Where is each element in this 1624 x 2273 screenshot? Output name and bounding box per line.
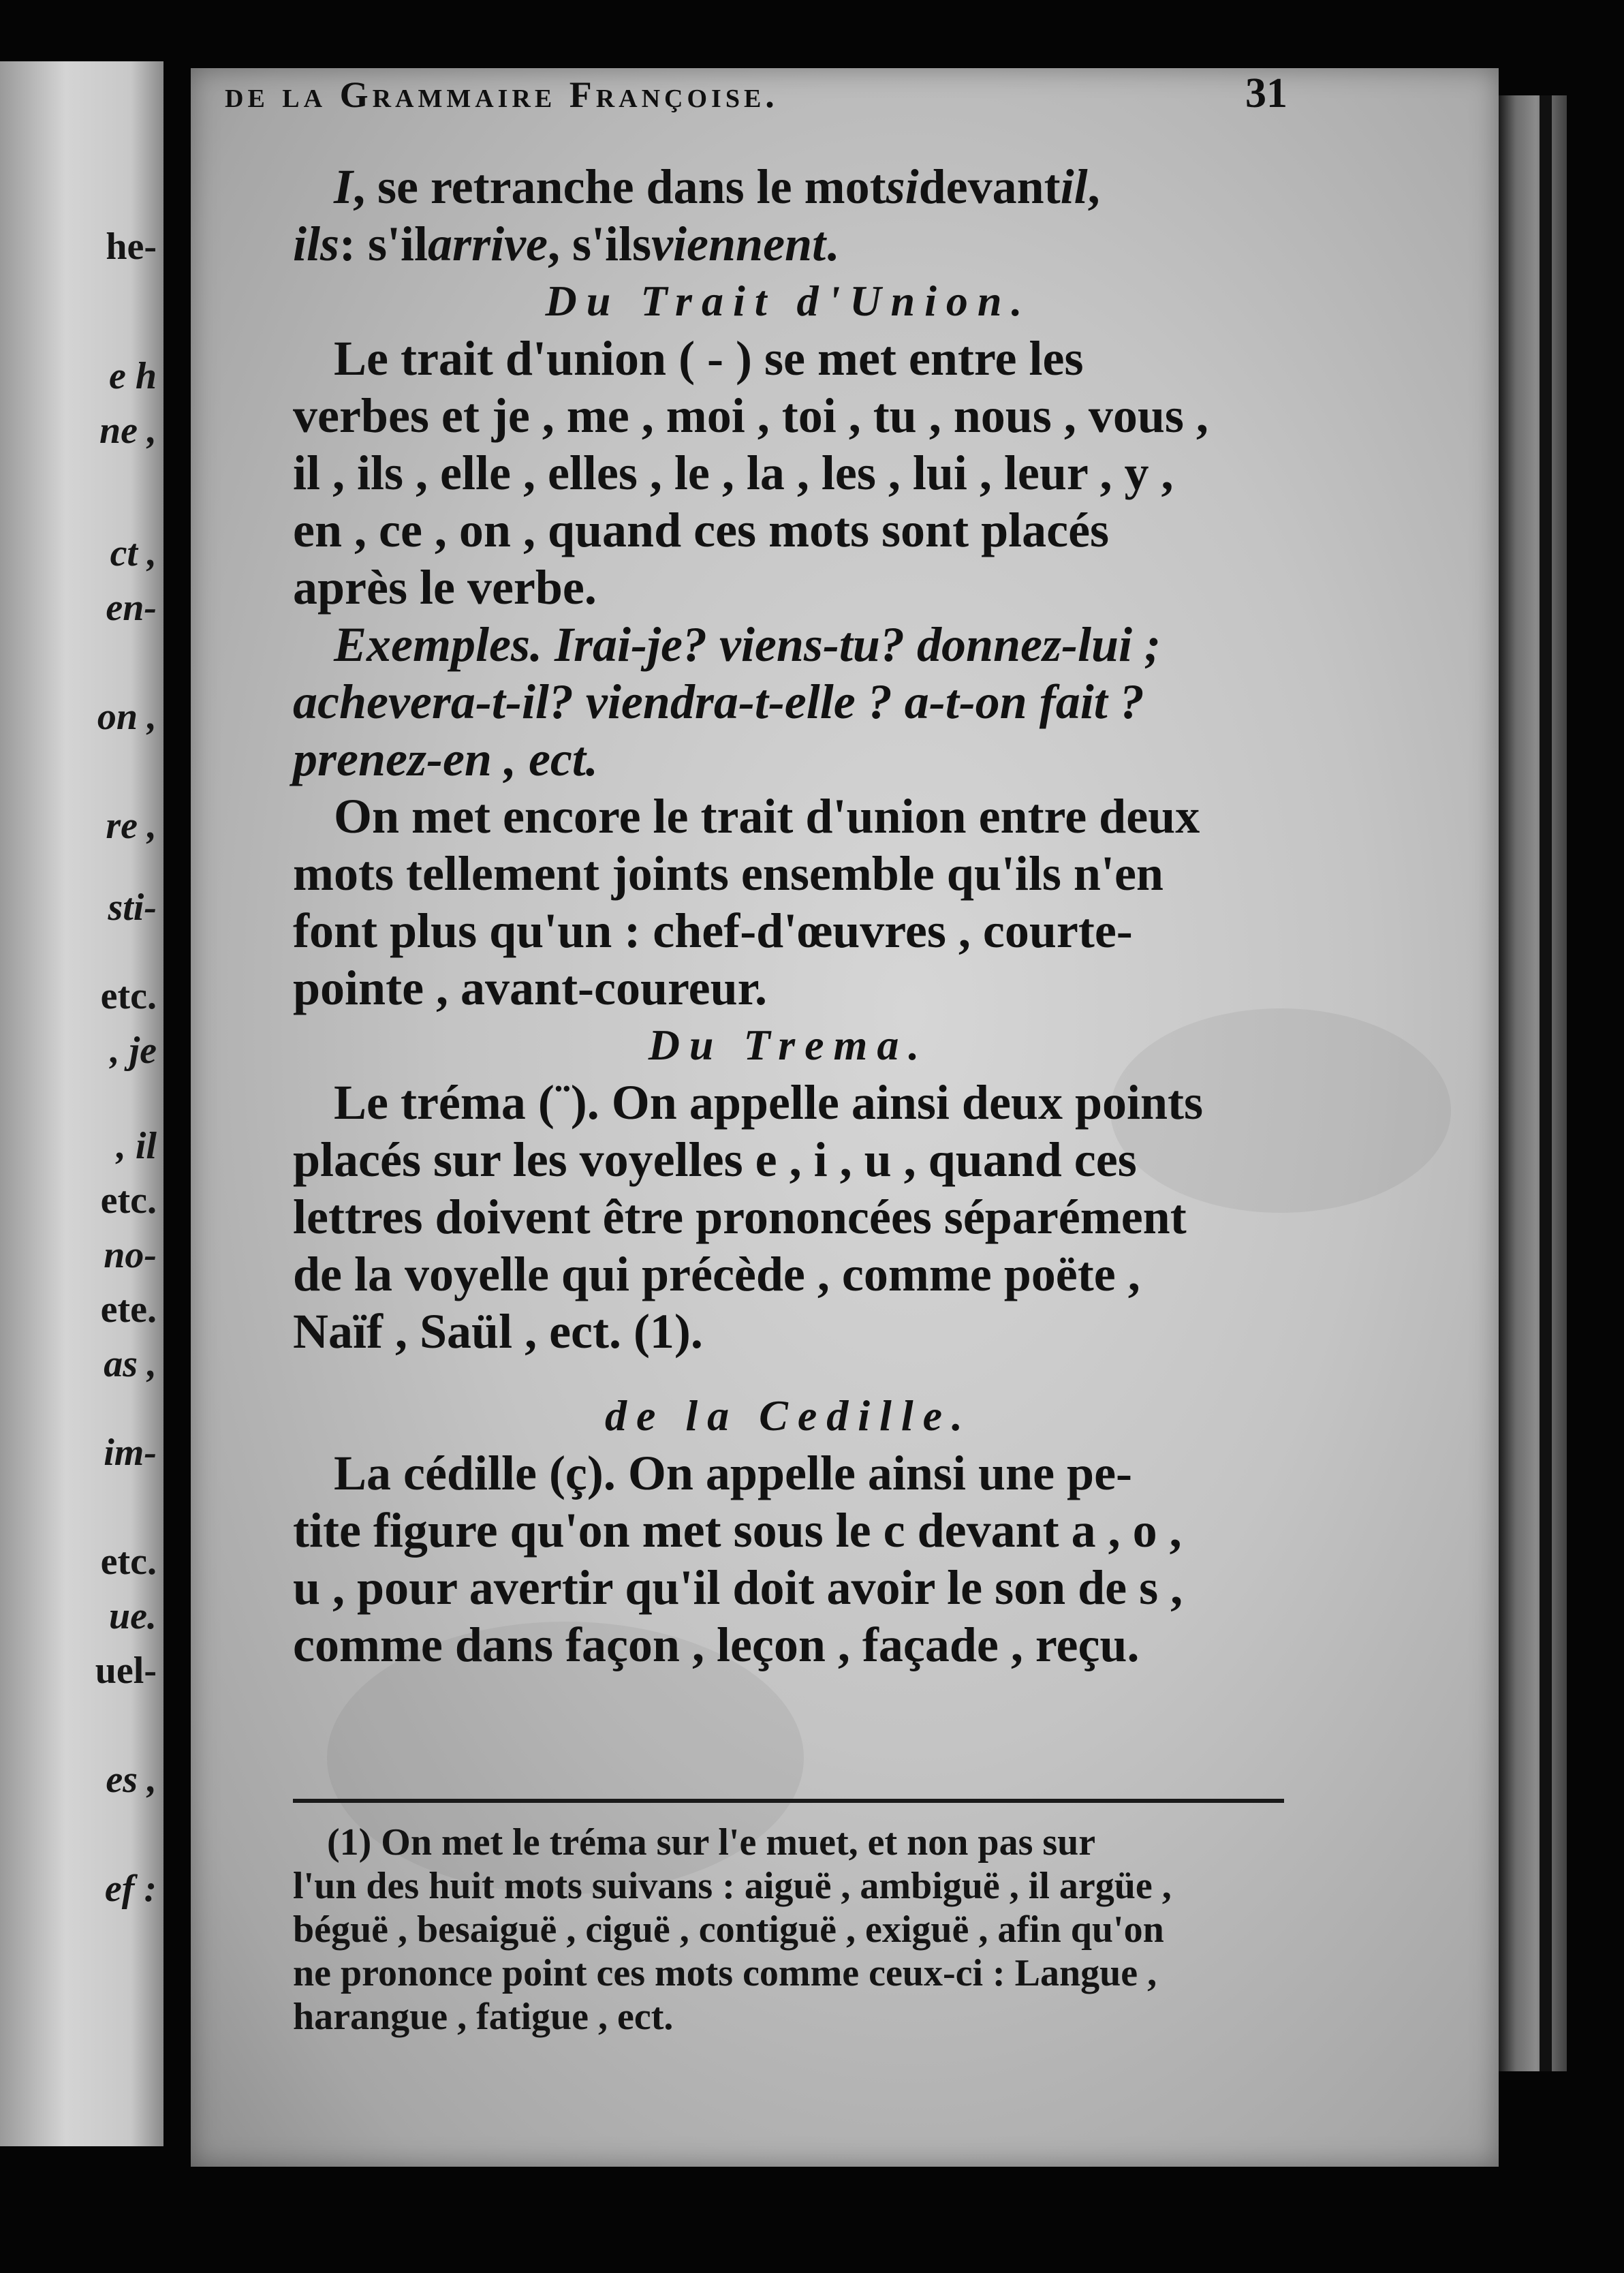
text-line: lettres doivent être prononcées séparément bbox=[293, 1190, 1187, 1244]
section-heading-trema: Du Trema. bbox=[648, 1021, 929, 1069]
text-line: u , pour avertir qu'il doit avoir le son de s , bbox=[293, 1560, 1183, 1615]
running-head bbox=[225, 69, 1287, 138]
text-line: Le trait d'union ( - ) se met entre les bbox=[334, 331, 1084, 386]
text-line: après le verbe. bbox=[293, 560, 597, 615]
left-page-fragment: ue. bbox=[109, 1595, 157, 1637]
left-page-fragment: es , bbox=[106, 1759, 157, 1801]
left-page-fragment: im- bbox=[104, 1432, 157, 1474]
example-line: prenez-en , ect. bbox=[293, 732, 598, 786]
text-line: mots tellement joints ensemble qu'ils n'en bbox=[293, 846, 1164, 901]
left-page-fragment: etc. bbox=[100, 975, 157, 1017]
left-page-fragment: ct , bbox=[110, 532, 157, 574]
left-page-fragment: etc. bbox=[100, 1541, 157, 1583]
text-line: comme dans façon , leçon , façade , reçu. bbox=[293, 1618, 1140, 1672]
text-line: tite figure qu'on met sous le c devant a , o , bbox=[293, 1503, 1182, 1558]
text-line: de la voyelle qui précède , comme poëte , bbox=[293, 1247, 1140, 1301]
left-page-margin bbox=[0, 61, 163, 2146]
footnote-line: harangue , fatigue , ect. bbox=[293, 1996, 674, 2038]
left-page-fragment: en- bbox=[106, 587, 157, 629]
left-page-fragment: ete. bbox=[100, 1288, 157, 1331]
left-page-fragment: on , bbox=[97, 696, 157, 738]
text-line: il , ils , elle , elles , le , la , les , lui , leur , y , bbox=[293, 446, 1174, 500]
footnote-line: l'un des huit mots suivans : aiguë , ambiguë , il argüe , bbox=[293, 1865, 1172, 1907]
running-head-title: de la Grammaire Françoise. bbox=[225, 74, 779, 115]
text-line: La cédille (ç). On appelle ainsi une pe- bbox=[334, 1446, 1133, 1500]
section-heading-cedille: de la Cedille. bbox=[604, 1391, 973, 1440]
left-page-fragment: re , bbox=[106, 805, 157, 847]
footnote-line: ne prononce point ces mots comme ceux-ci : Langue , bbox=[293, 1952, 1157, 1994]
left-page-fragment: , je bbox=[110, 1030, 157, 1072]
section-heading-trait-union: Du Trait d'Union. bbox=[545, 277, 1032, 325]
footnote-rule bbox=[293, 1799, 1284, 1803]
footnote bbox=[293, 1821, 1284, 2039]
text-line: ils: s'ilarrive, s'ilsviennent. bbox=[293, 217, 839, 271]
left-page-fragment: e h bbox=[109, 355, 157, 397]
left-page-fragment: ne , bbox=[99, 409, 157, 452]
example-line: Exemples. Irai-je? viens-tu? donnez-lui ; bbox=[334, 617, 1161, 672]
footnote-line: (1) On met le tréma sur l'e muet, et non pas sur bbox=[327, 1821, 1096, 1864]
left-page-fragment: as , bbox=[104, 1343, 157, 1385]
footnote-line: béguë , besaiguë , ciguë , contiguë , exiguë , afin qu'on bbox=[293, 1908, 1164, 1951]
text-line: font plus qu'un : chef-d'œuvres , courte- bbox=[293, 903, 1133, 958]
left-page-fragment: uel- bbox=[95, 1650, 157, 1692]
book-binding-edge bbox=[1499, 95, 1567, 2071]
left-page-fragment: no- bbox=[104, 1234, 157, 1276]
text-line: On met encore le trait d'union entre deux bbox=[334, 789, 1200, 844]
left-page-fragment: sti- bbox=[108, 886, 157, 929]
text-line: en , ce , on , quand ces mots sont placés bbox=[293, 503, 1110, 557]
text-line: Naïf , Saül , ect. (1). bbox=[293, 1304, 703, 1359]
left-page-fragment: ef : bbox=[104, 1868, 157, 1910]
page-text bbox=[293, 158, 1284, 1673]
text-line: pointe , avant-coureur. bbox=[293, 961, 768, 1015]
page-number: 31 bbox=[1245, 70, 1287, 117]
left-page-fragment: , il bbox=[116, 1125, 157, 1167]
text-line: I, se retranche dans le motsidevantil, bbox=[334, 159, 1100, 214]
text-line: Le tréma (¨). On appelle ainsi deux points bbox=[334, 1075, 1204, 1130]
text-line: verbes et je , me , moi , toi , tu , nous , vous , bbox=[293, 388, 1208, 443]
left-page-fragment: he- bbox=[106, 226, 157, 268]
left-page-fragment: etc. bbox=[100, 1179, 157, 1222]
text-line: placés sur les voyelles e , i , u , quand ces bbox=[293, 1132, 1137, 1187]
example-line: achevera-t-il? viendra-t-elle ? a-t-on fait ? bbox=[293, 675, 1144, 729]
